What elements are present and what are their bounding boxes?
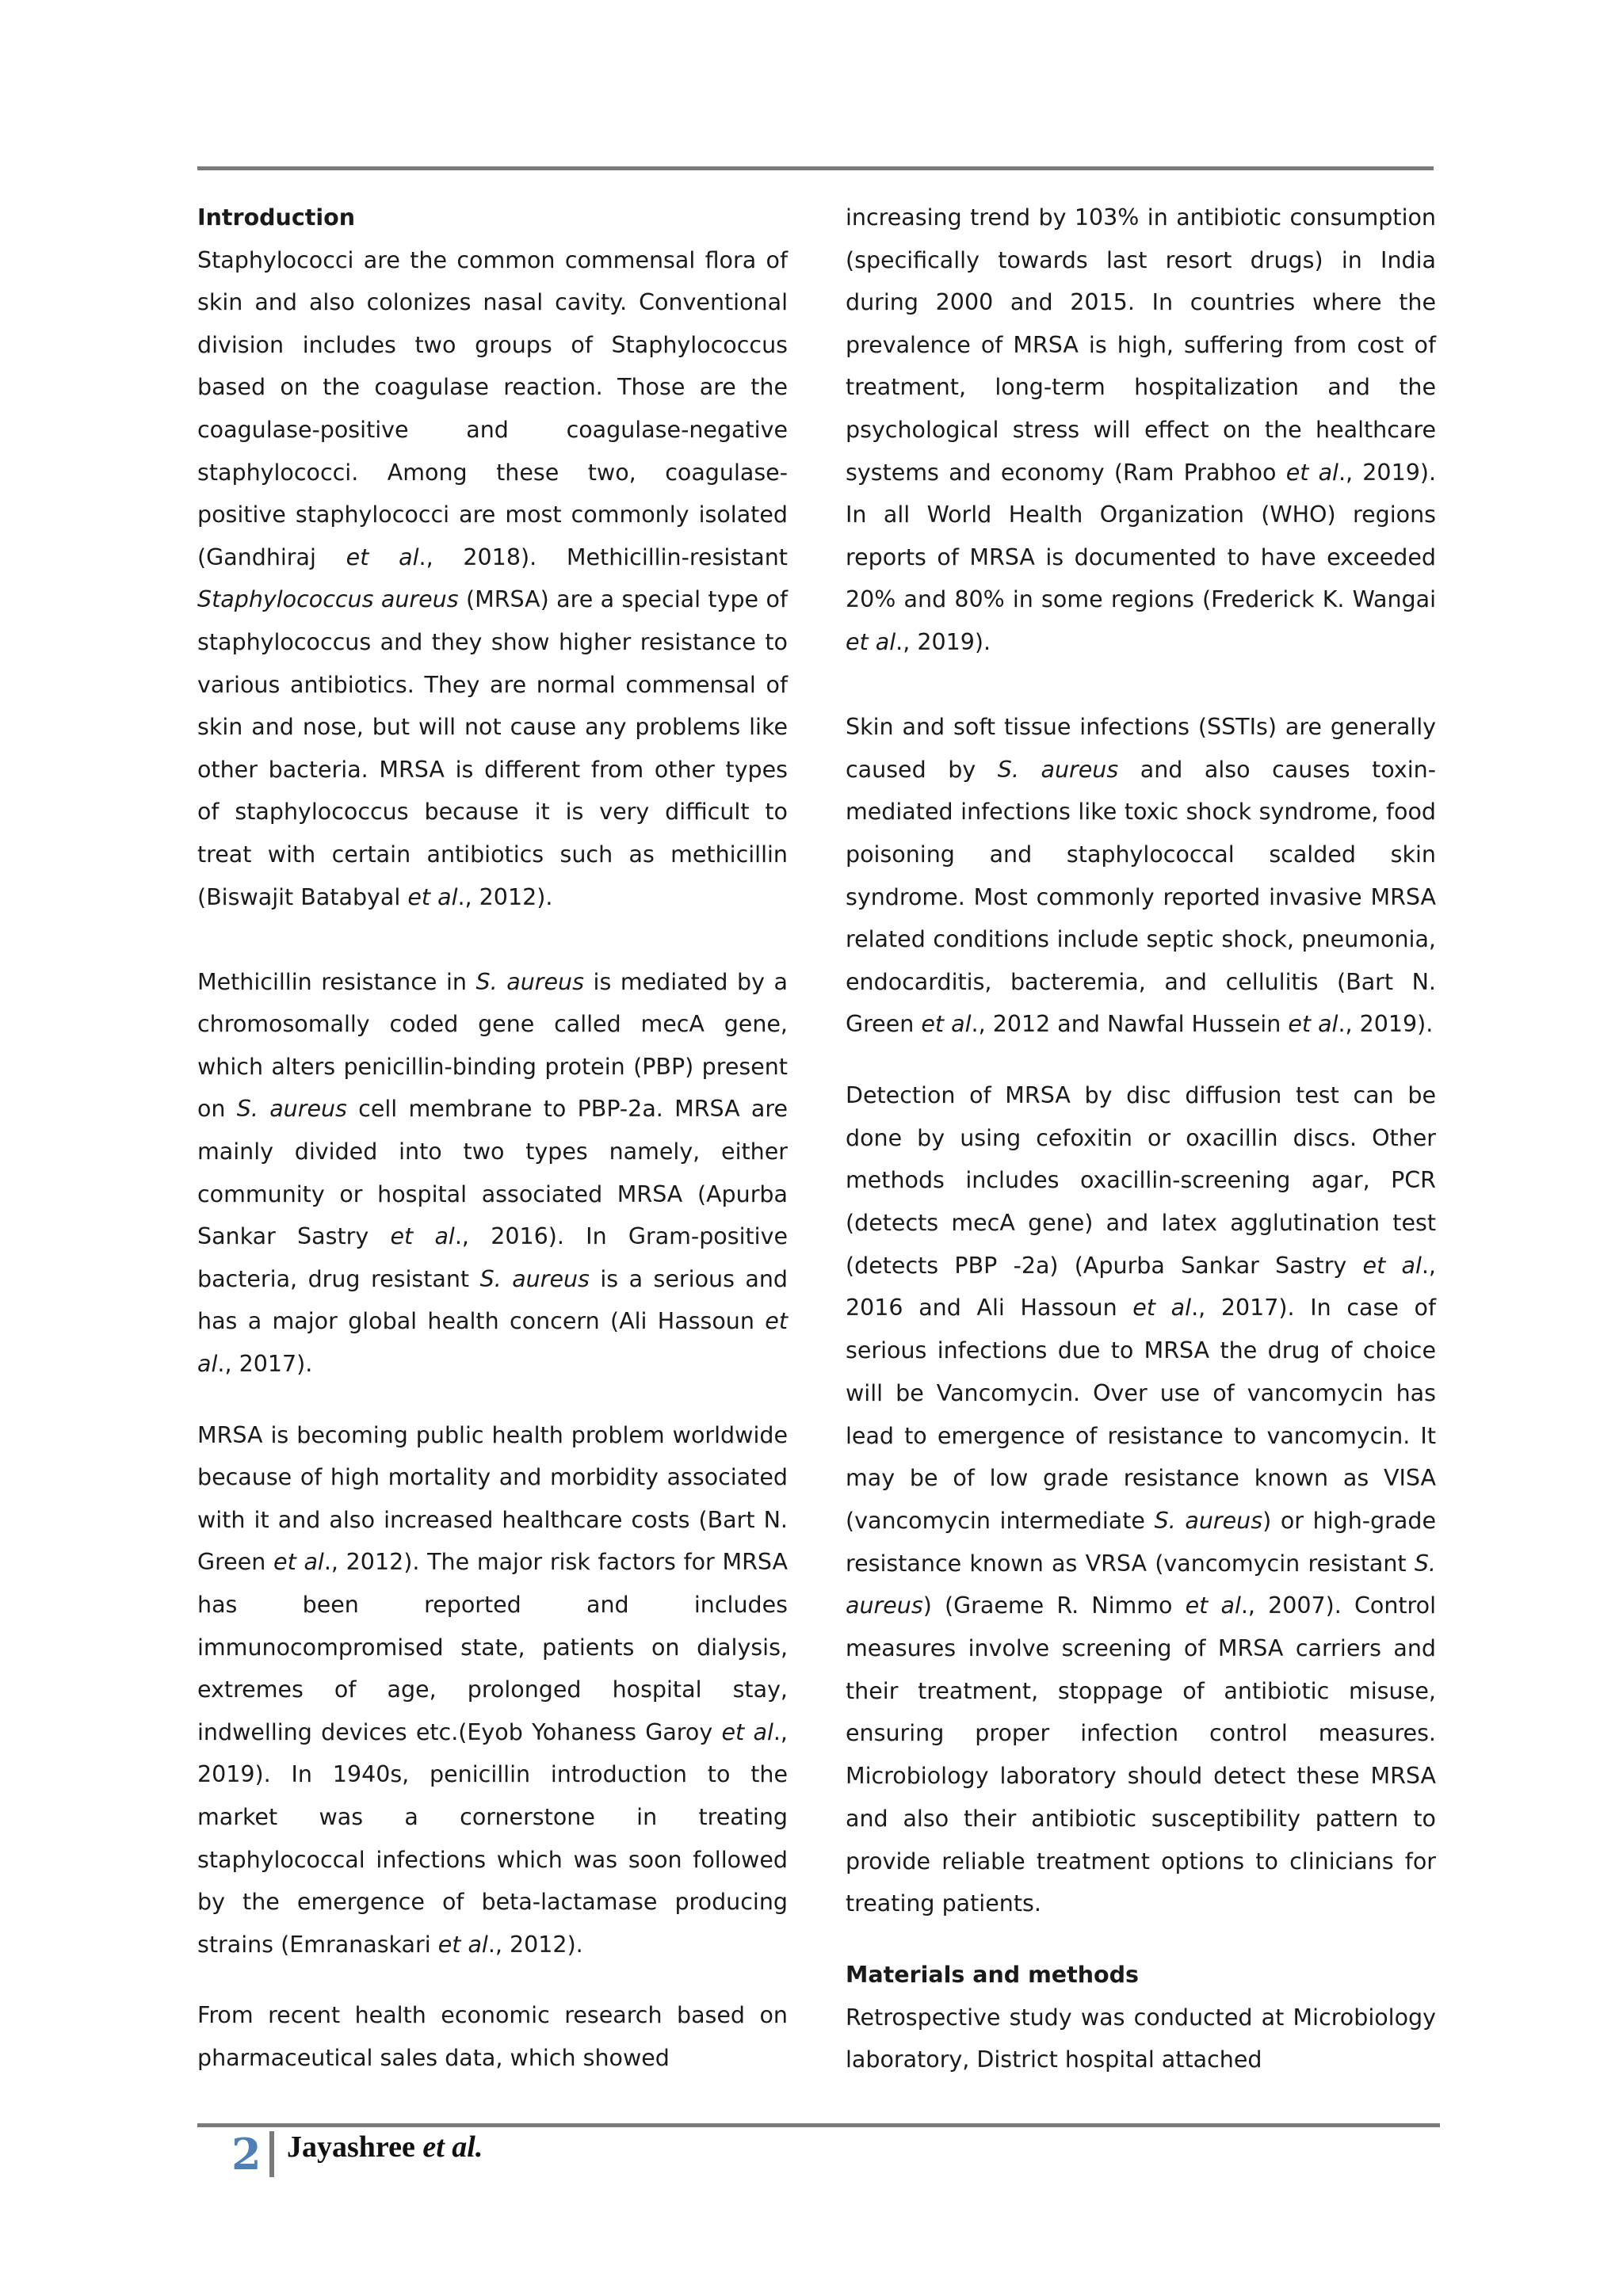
italic-run: et al bbox=[721, 1718, 773, 1745]
italic-run: S. aureus bbox=[997, 756, 1119, 783]
author-suffix: et al. bbox=[422, 2130, 483, 2164]
text-run: Retrospective study was conducted at Microbiology laboratory, District hospital attached bbox=[846, 2004, 1436, 2073]
introduction-heading: Introduction bbox=[197, 204, 355, 231]
italic-run: et al bbox=[921, 1011, 972, 1038]
italic-run: et al bbox=[273, 1549, 324, 1576]
text-run: is mediated by a chromosomally coded gene called mecA gene, which alters penicillin-binding protein (PBP) present on bbox=[197, 968, 788, 1123]
italic-run: Staphylococcus aureus bbox=[197, 586, 459, 613]
intro-paragraph-7 bbox=[846, 1074, 1436, 1925]
text-run: ) (Graeme R. Nimmo bbox=[922, 1592, 1186, 1619]
left-column bbox=[197, 196, 788, 2080]
text-run: MRSA is becoming public health problem worldwide because of high mortality and morbidity associated with it and also increased healthcare costs (Bart N. Green bbox=[197, 1421, 788, 1576]
text-run: Methicillin resistance in bbox=[197, 968, 476, 995]
italic-run: S. aureus bbox=[1154, 1507, 1263, 1534]
footer-rule bbox=[197, 2123, 1440, 2127]
text-run: Skin and soft tissue infections (SSTIs) are generally caused by bbox=[846, 714, 1436, 783]
text-run: ., 2012). The major risk factors for MRSA has been reported and includes immunocompromised state, patients on dialysis, extremes of age, prolonged hospital stay, indwelling devices etc.(Eyob Yohaness Garoy bbox=[197, 1549, 789, 1745]
text-run: cell membrane to PBP-2a. MRSA are mainly divided into two types namely, either community or hospital associated MRSA (Apurba Sankar Sastry bbox=[197, 1096, 788, 1250]
intro-paragraph-2 bbox=[197, 961, 788, 1386]
italic-run: et al bbox=[437, 1931, 488, 1958]
italic-run: S. aureus bbox=[479, 1265, 590, 1292]
italic-run: et al bbox=[1285, 459, 1338, 486]
text-run: (MRSA) are a special type of staphylococcus and they show higher resistance to various antibiotics. They are normal commensal of skin and nose, but will not cause any problems like other bacteria. MRSA is different from other types of staphylococcus because it is very difficult to treat with certain antibiotics such as methicillin (Biswajit Batabyal bbox=[197, 586, 788, 910]
intro-paragraph-3 bbox=[197, 1414, 788, 1966]
intro-paragraph-1 bbox=[197, 239, 788, 919]
text-run: ., 2012). bbox=[457, 883, 553, 910]
italic-run: et al bbox=[1288, 1011, 1338, 1038]
text-run: ., 2019). In all World Health Organization (WHO) regions reports of MRSA is documented to have exceeded 20% and 80% in some regions (Frederick K. Wangai bbox=[846, 459, 1437, 613]
text-run: ., 2012 and Nawfal Hussein bbox=[971, 1011, 1289, 1038]
materials-methods-heading: Materials and methods bbox=[846, 1961, 1139, 1988]
text-run: ., 2012). bbox=[487, 1931, 583, 1958]
italic-run: et al bbox=[846, 628, 896, 655]
methods-paragraph-1 bbox=[846, 1997, 1436, 2081]
italic-run: S. aureus bbox=[236, 1096, 347, 1123]
italic-run: S. aureus bbox=[475, 968, 584, 995]
italic-run: et al bbox=[1362, 1252, 1422, 1279]
italic-run: et al bbox=[390, 1223, 455, 1250]
intro-paragraph-4 bbox=[197, 1994, 788, 2079]
text-run: ) or high-grade resistance known as VRSA (vancomycin resistant bbox=[846, 1507, 1436, 1577]
text-run: ., 2019). In 1940s, penicillin introduction to the market was a cornerstone in treating staphylococcal infections which was soon followed by the emergence of beta-lactamase producing strains (Emranaskari bbox=[197, 1718, 788, 1958]
intro-paragraph-5 bbox=[846, 196, 1436, 664]
right-column bbox=[846, 196, 1436, 2081]
footer-divider bbox=[269, 2131, 274, 2177]
text-run: ., 2016). In Gram-positive bacteria, drug resistant bbox=[197, 1223, 789, 1292]
italic-run: et al bbox=[1132, 1295, 1192, 1322]
text-run: Staphylococci are the common commensal flora of skin and also colonizes nasal cavity. Conventional division includes two groups of Staphylococcus based on the coagulase reaction. Those are the coagulase-positive and coagulase-negative staphylococci. Among these two, coagulase-positive staphylococci are most commonly isolated (Gandhiraj bbox=[197, 246, 788, 570]
header-rule bbox=[197, 166, 1434, 170]
text-run: increasing trend by 103% in antibiotic consumption (specifically towards last resort drugs) in India during 2000 and 2015. In countries where the prevalence of MRSA is high, suffering from cost of treatment, long-term hospitalization and the psychological stress will effect on the healthcare systems and economy (Ram Prabhoo bbox=[846, 204, 1436, 486]
italic-run: et al bbox=[346, 543, 419, 570]
text-run: ., 2016 and Ali Hassoun bbox=[846, 1252, 1436, 1322]
italic-run: S. aureus bbox=[846, 1550, 1436, 1619]
text-run: From recent health economic research based on pharmaceutical sales data, which showed bbox=[197, 2002, 788, 2071]
italic-run: et al bbox=[407, 883, 458, 910]
text-run: ., 2018). Methicillin-resistant bbox=[418, 543, 788, 570]
intro-paragraph-6 bbox=[846, 706, 1436, 1046]
text-run: ., 2019). bbox=[1338, 1011, 1434, 1038]
running-author bbox=[287, 2130, 483, 2164]
text-run: is a serious and has a major global health concern (Ali Hassoun bbox=[197, 1265, 788, 1335]
italic-run: et al bbox=[1185, 1592, 1241, 1619]
text-run: ., 2007). Control measures involve screening of MRSA carriers and their treatment, stoppage of antibiotic misuse, ensuring proper infection control measures. Microbiology laboratory should detect these MRSA and also their antibiotic susceptibility pattern to provide reliable treatment options to clinicians for treating patients. bbox=[846, 1592, 1436, 1917]
text-run: ., 2019). bbox=[896, 628, 991, 655]
italic-run: et al bbox=[197, 1308, 788, 1378]
text-run: ., 2017). bbox=[217, 1351, 313, 1378]
text-run: ., 2017). In case of serious infections due to MRSA the drug of choice will be Vancomycin. Over use of vancomycin has lead to emergence of resistance to vancomycin. It may be of low grade resistance known as VISA (vancomycin intermediate bbox=[846, 1295, 1436, 1534]
page-number: 2 bbox=[231, 2129, 262, 2180]
text-run: and also causes toxin-mediated infections like toxic shock syndrome, food poisoning and staphylococcal scalded skin syndrome. Most commonly reported invasive MRSA related conditions include septic shock, pneumonia, endocarditis, bacteremia, and cellulitis (Bart N. Green bbox=[846, 756, 1436, 1038]
text-run: Detection of MRSA by disc diffusion test can be done by using cefoxitin or oxacillin discs. Other methods includes oxacillin-screening agar, PCR (detects mecA gene) and latex agglutination test (detects PBP -2a) (Apurba Sankar Sastry bbox=[846, 1081, 1436, 1279]
author-name: Jayashree bbox=[287, 2130, 415, 2164]
